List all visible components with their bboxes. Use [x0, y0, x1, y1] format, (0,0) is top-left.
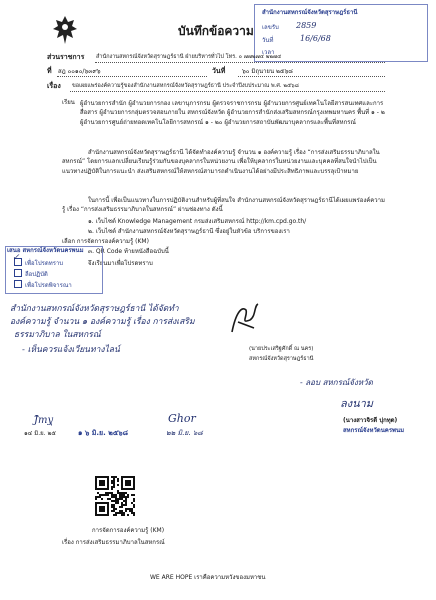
signer-title: สหกรณ์จังหวัดสุราษฎร์ธานี	[249, 356, 314, 362]
channel-3: ๓. QR Code ท้ายหนังสือฉบับนี้	[88, 248, 169, 255]
left-initial-date: ๑๔ มิ.ย. ๒๕	[24, 430, 56, 437]
garuda-emblem-icon	[52, 14, 78, 46]
date-dotline	[238, 76, 385, 77]
stamp-received-no: 2859	[296, 21, 317, 30]
handwritten-note-line-1: สำนักงานสหกรณ์จังหวัดสุราษฎร์ธานี ได้จัดทำ	[10, 304, 179, 314]
stamped-date: ๑ ๖ มิ.ย. ๒๕๖๘	[78, 429, 128, 437]
qr-caption-2: เรื่อง การส่งเสริมธรรมาภิบาลในสหกรณ์	[62, 539, 165, 546]
subject-dotline	[70, 91, 385, 92]
agency-value: สำนักงานสหกรณ์จังหวัดสุราษฎร์ธานี ฝ่ายบริหารทั่วไป โทร. ๐ ๗๗๒๗๔ ๒๒๗๔	[96, 54, 282, 60]
right-sign-title: สหกรณ์จังหวัดนครพนม	[343, 427, 405, 434]
agency-label: ส่วนราชการ	[47, 53, 85, 61]
channel-2: ๒. เว็บไซต์ สำนักงานสหกรณ์จังหวัดสุราษฎร์ธานี ซึ่งอยู่ในหัวข้อ บริการของเรา	[88, 228, 290, 235]
right-sign-name: (นางสาวจิรดี ปุกทุด)	[343, 417, 398, 424]
handwritten-note-line-3: ธรรมาภิบาล ในสหกรณ์	[14, 330, 101, 340]
stamp-time-label: เวลา	[262, 49, 275, 56]
checkbox-icon	[14, 280, 22, 288]
stamp-received-label: เลขรับ	[262, 24, 279, 31]
to-label: เรียน	[62, 99, 75, 106]
routing-option-1: เพื่อโปรดทราบ	[14, 258, 63, 268]
routing-option-2: ลือปฏิบัติ	[14, 269, 48, 279]
body-para-2: ในการนี้ เพื่อเป็นแนวทางในการปฏิบัติงานสำหรับผู้ที่สนใจ สำนักงานสหกรณ์จังหวัดสุราษฎร์ธานีได้เผยแพร่องค์ความรู้ เรื่อง “การส่งเสริมธรรมาภิบาลในสหกรณ์” ผ่านช่องทาง ดังนี้	[62, 197, 385, 214]
stamp-date-value: 16/6/68	[300, 34, 331, 43]
left-initial: Jิmyุ	[34, 415, 54, 426]
checkbox-icon	[14, 269, 22, 277]
ref-dotline	[57, 76, 207, 77]
date-label: วันที่	[212, 67, 226, 75]
subject-value: ขอเผยแพร่องค์ความรู้ของสำนักงานสหกรณ์จังหวัดสุราษฎร์ธานี ประจำปีงบประมาณ พ.ศ. ๒๕๖๘	[72, 83, 299, 89]
mid-signature-date: ๒๒ มิ.ย. ๖๘	[166, 429, 203, 437]
subject-label: เรื่อง	[47, 82, 61, 90]
qr-code[interactable]	[95, 476, 135, 516]
footer-slogan: WE ARE HOPE เราคือความหวังของมหาชน	[150, 574, 266, 581]
channel-1: ๑. เว็บไซต์ Knowledge Management กรมส่งเสริมสหกรณ์ http://km.cpd.go.th/	[88, 218, 307, 225]
right-signature: ลงนาม	[340, 397, 374, 410]
check-mark-icon: ✓	[12, 253, 20, 263]
ref-label: ที่	[47, 67, 52, 75]
to-value: ผู้อำนวยการสำนัก ผู้อำนวยการกอง เลขานุการกรม ผู้ตรวจราชการกรม ผู้อำนวยการศูนย์เทคโนโลยีสารสนเทศและการสื่อสาร ผู้อำนวยการกลุ่มตรวจสอบภายใน สหกรณ์จังหวัด ผู้อำนวยการสำนักส่งเสริมสหกรณ์กรุงเทพมหานคร พื้นที่ ๑ - ๒ ผู้อำนวยการศูนย์ถ่ายทอดเทคโนโลยีการสหกรณ์ ๑ - ๒๐ ผู้อำนวยการสถาบันพัฒนาบุคลากรและพื้นที่สหกรณ์	[80, 100, 385, 126]
qr-caption-1: การจัดการองค์ความรู้ (KM)	[92, 527, 165, 534]
ref-value: สฎ ๐๐๑๐/๖๓๙๖	[58, 68, 101, 75]
memo-title: บันทึกข้อความ	[178, 24, 254, 38]
handwritten-note-line-2: องค์ความรู้ จำนวน ๑ องค์ความรู้ เรื่อง การส่งเสริม	[10, 317, 195, 327]
routing-option-3: เพื่อโปรดพิจารณา	[14, 280, 72, 290]
signer-name: (นายประเสริฐศักดิ์ ณ นคร)	[249, 346, 314, 352]
date-value: ๖๐ มิถุนายน ๒๕๖๘	[242, 68, 293, 75]
closing-text: จึงเรียนมาเพื่อโปรดทราบ	[88, 260, 153, 267]
stamp-date-label: วันที่	[262, 37, 274, 44]
channel-2-cont: เลือก การจัดการองค์ความรู้ (KM)	[62, 238, 149, 245]
routing-header: เสนอ สหกรณ์จังหวัดนครพนม	[7, 247, 84, 254]
director-signature-icon	[228, 302, 262, 338]
body-para-1: สำนักงานสหกรณ์จังหวัดสุราษฎร์ธานี ได้จัดทำองค์ความรู้ จำนวน ๑ องค์ความรู้ เรื่อง “การส่งเสริมธรรมาภิบาลในสหกรณ์” โดยการแลกเปลี่ยนเรียนรู้ร่วมกันของบุคลากรในหน่วยงาน เพื่อให้บุคลากรในหน่วยงานและบุคคลที่สนใจนำไปเป็นแนวทางปฏิบัติในการแนะนำ ส่งเสริมสหกรณ์ให้สหกรณ์สามารถดำเนินงานได้อย่างมีประสิทธิภาพและบรรลุเป้าหมาย	[62, 149, 380, 175]
agency-dotline	[95, 62, 385, 63]
mid-signature: Ghor	[168, 412, 196, 425]
right-handwritten-note: - ลอบ สหกรณ์จังหวัด	[300, 378, 373, 387]
handwritten-note-line-4: - เห็นควรแจ้งเวียนทางไลน์	[22, 345, 120, 355]
stamp-office: สำนักงานสหกรณ์จังหวัดสุราษฎร์ธานี	[262, 9, 358, 16]
